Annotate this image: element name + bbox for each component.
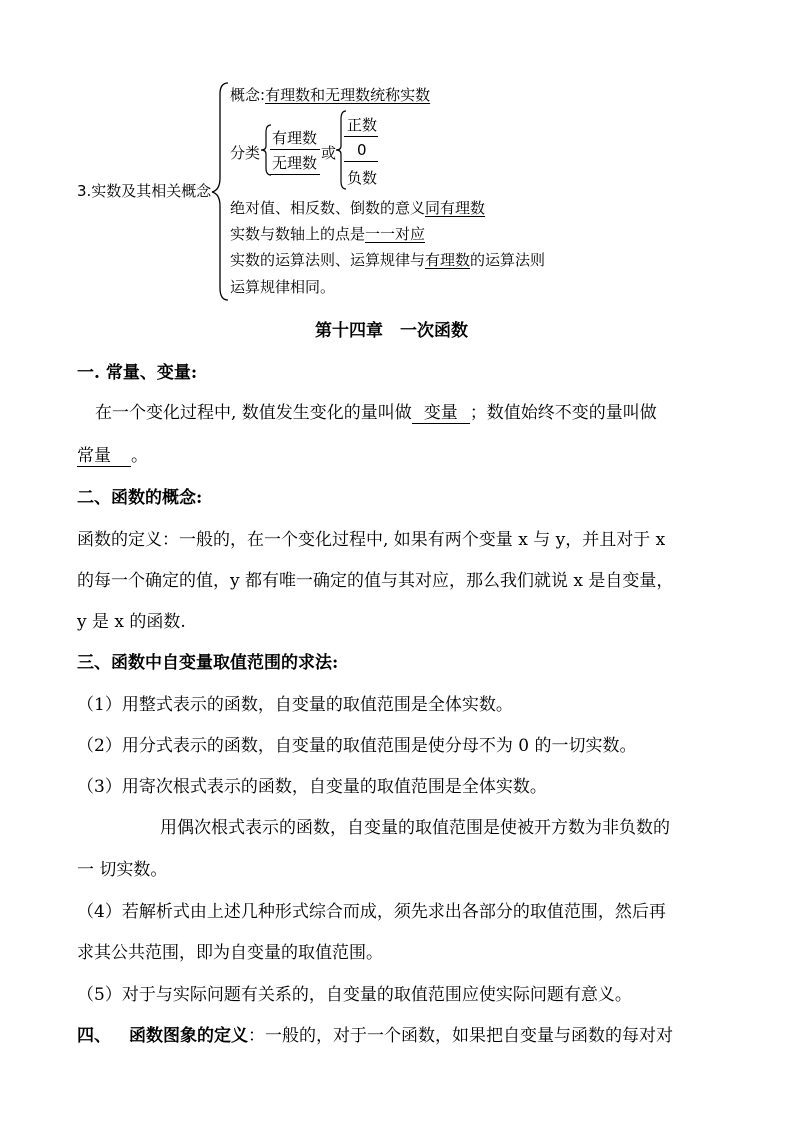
ops-suffix: 的运算法则 <box>470 251 546 269</box>
section-1-paragraph <box>95 398 657 424</box>
range-item-3b-line-2: 一 切实数。 <box>77 860 168 880</box>
range-item-2: （2）用分式表示的函数，自变量的取值范围是使分母不为 0 的一切实数。 <box>77 736 637 756</box>
range-item-3b-line-1: 用偶次根式表示的函数，自变量的取值范围是使被开方数为非负数的 <box>160 818 670 838</box>
ops-prefix: 实数的运算法则、运算规律与 <box>230 251 426 269</box>
function-definition-line-3: y 是 x 的函数. <box>77 612 186 632</box>
section-4-line <box>77 1021 673 1046</box>
sign-brace <box>335 110 347 190</box>
s1-end: 。 <box>131 446 148 466</box>
or-text: 或 <box>321 144 337 162</box>
axis-prefix: 实数与数轴上的点是 <box>230 225 366 243</box>
classify-label: 分类 <box>230 144 261 162</box>
irrational-label: 无理数 <box>272 154 318 172</box>
function-definition-line-2: 的每一个确定的值，y 都有唯一确定的值与其对应，那么我们就说 x 是自变量， <box>77 571 674 591</box>
function-definition-line-1: 函数的定义：一般的，在一个变化过程中, 如果有两个变量 x 与 y，并且对于 x <box>77 530 666 550</box>
abs-prefix: 绝对值、相反数、倒数的意义 <box>230 199 426 217</box>
zero-underline <box>344 161 378 162</box>
blank-constant: 常量 <box>77 446 131 467</box>
range-item-5: （5）对于与实际问题有关系的，自变量的取值范围应使实际问题有意义。 <box>77 985 632 1005</box>
ops-line-2: 运算规律相同。 <box>230 278 336 296</box>
irrational-underline <box>270 174 320 175</box>
range-item-1: （1）用整式表示的函数，自变量的取值范围是全体实数。 <box>77 695 513 715</box>
s1-text-b: ；数值始终不变的量叫做 <box>469 403 657 423</box>
section-4-heading: 函数图象的定义 <box>129 1026 248 1046</box>
blank-variable: 变量 <box>412 403 470 424</box>
range-item-4-line-2: 求其公共范围，即为自变量的取值范围。 <box>77 943 383 963</box>
concept-answer: 有理数和无理数统称实数 <box>265 86 431 104</box>
range-item-3: （3）用寄次根式表示的函数，自变量的取值范围是全体实数。 <box>77 777 547 797</box>
section-3-heading: 三、函数中自变量取值范围的求法: <box>77 653 339 673</box>
section-1-heading: 一. 常量、变量: <box>77 363 198 383</box>
positive-label: 正数 <box>347 116 378 134</box>
ops-line <box>230 249 545 270</box>
chapter-title: 第十四章 一次函数 <box>315 321 468 341</box>
abs-line <box>230 197 485 218</box>
concept-line <box>230 84 430 105</box>
concept-prefix: 概念: <box>230 86 266 104</box>
section-1-paragraph-line2 <box>77 441 148 467</box>
negative-label: 负数 <box>347 169 378 187</box>
axis-answer: 一一对应 <box>365 225 426 243</box>
section-4-number: 四、 <box>77 1026 111 1046</box>
range-item-4-line-1: （4）若解析式由上述几种形式综合而成，须先求出各部分的取值范围，然后再 <box>77 902 666 922</box>
abs-answer: 同有理数 <box>425 199 486 217</box>
big-brace <box>210 82 230 302</box>
s1-text-a: 在一个变化过程中, 数值发生变化的量叫做 <box>95 403 412 423</box>
axis-line <box>230 223 425 244</box>
zero-label: 0 <box>357 141 367 159</box>
outline-root-label: 3.实数及其相关概念 <box>77 182 212 200</box>
rational-underline <box>270 149 320 150</box>
ops-answer: 有理数 <box>425 251 471 269</box>
classify-brace <box>260 124 272 176</box>
rational-label: 有理数 <box>272 129 318 147</box>
section-2-heading: 二、函数的概念: <box>77 488 203 508</box>
section-4-text: ：一般的，对于一个函数，如果把自变量与函数的每对对 <box>248 1026 673 1046</box>
positive-underline <box>344 136 378 137</box>
